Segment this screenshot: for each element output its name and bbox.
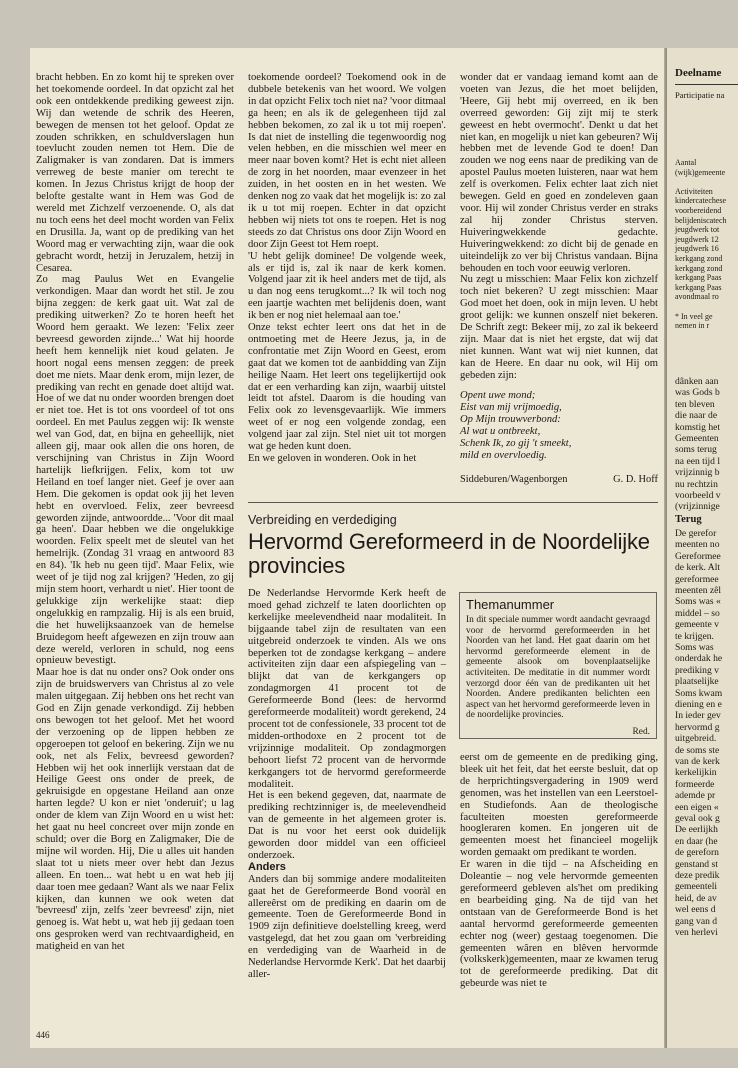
next-page-line: wel eens d (675, 904, 716, 916)
paragraph: Maar hoe is dat nu onder ons? Ook onder ons zijn de bruidswervers van Christus al zo vele malen uitgegaan. Zij hebben ons het recht van God en Zijn genade verkondigd. Zij hebben ons bewogen tot het geloof. Met het woord der verzoening op de lippen hebben ze opgeroepen tot geloof en bekering. Zijn we nu ook, net als Felix, bevreesd geworden? Hebben wij het ook innerlijk verstaan dat de Heilige Geest ons onder de preek, de gekruisigde en opgestane Heiland aan onze harten legde? U kon er niet 'onderuit'; u lag onder de klem van Zijn Woord en u wist het: het gaat nu heel concreet over mijn zonde en schuld; over die Borg en Zaligmaker, Die de mijne wil worden. Hij, Die u alles uit handen slaat tot u niets meer over hebt dan Jezus alleen. En toen... wat hebt u en wat heb jij daar toen mee gedaan? Want als we naar Felix kijken, dan kunnen we ook weten dat 'bevreesd' zijn, zelfs 'zeer bevreesd' zijn, niet genoeg is. Wat hebt u, wat heb jij gedaan toen ons gesproken werd van rechtvaardigheid, en matigheid en van het (36, 667, 234, 953)
next-page-line: prediking v (675, 664, 719, 676)
next-page-line: ademde pr (675, 790, 716, 802)
signature-author: G. D. Hoff (613, 473, 658, 485)
meditation-column-1 (36, 72, 234, 953)
meditation-column-3 (460, 72, 658, 485)
verse-line: Al wat u ontbreekt, (460, 425, 541, 437)
next-page-line: meenten no (675, 539, 720, 551)
next-page-line: (vrijzinnige (675, 501, 720, 513)
next-page-subtitle: Participatie na (675, 90, 725, 100)
paragraph: Anders dan bij sommige andere modaliteiten gaat het de Gereformeerde Bond vooràl en allereêrst om de prediking en daarin om de gemeente. Toen de Gereformeerde Bond in 1909 zijn definitieve doelstelling kreeg, werd vastgelegd, dat het zou gaan om 'verbreiding en verdediging van de Waarheid in de Nederlandse Hervormde Kerk'. Dat het daarbij aller- (248, 873, 446, 980)
next-page-line: gereformee (675, 573, 719, 585)
next-page-line: kerkelijkin (675, 767, 717, 779)
next-page-line: In ieder gev (675, 710, 721, 722)
next-page-line: kerkgang zond (675, 254, 723, 263)
next-page-line: kerkgang Paas (675, 273, 722, 283)
article-kicker: Verbreiding en verdediging (248, 513, 397, 527)
next-page-line: ten bleven (675, 398, 715, 410)
article-headline: Hervormd Gereformeerd in de Noordelijke provincies (248, 529, 650, 578)
paragraph: bracht hebben. En zo komt hij te spreken over het toekomende oordeel. In dat opzicht zal het ook een ontdekkende prediking geweest zijn. Wij dan wetende de schrik des Heeren, bewegen de mensen tot het geloof. Opdat ze zouden schrikken, en schuldverslagen hun toevlucht zouden nemen tot Hem. Die de Zaligmaker is van zondaren. Dat is immers verreweg de beste manier om terecht te komen. In Jezus Christus krijgt de hoop der belofte gestalte want in Hem was God de wereld met Zichzelf verzoenende. O, als dat nu toch eens het deel mocht worden van Felix en Drusilla. Ja, want op de prediking van het Woord mag er verwachting zijn, waar die ook gebracht wordt, hetzij in Jeruzalem, hetzij in Cesarea. (36, 72, 234, 274)
next-page-line: Gereformee (675, 550, 721, 562)
verse-line: Op Mijn trouwverbond: (460, 413, 561, 425)
next-page-line: diening en e (675, 699, 722, 710)
next-page-line: kindercatechese (675, 196, 727, 206)
verse-line: Schenk Ik, zo gij 't smeekt, (460, 437, 572, 449)
next-page-line: te krijgen. (675, 630, 714, 642)
next-page-line: geval ook g (675, 813, 720, 824)
paragraph: Zo mag Paulus Wet en Evangelie verkondigen. Maar dan wordt het stil. Je zou bijna zeggen: de kerk gaat uit. Wat zal de prediking uitwerken? Zo te horen heeft het Woord hem geraakt. We lezen: 'Felix zeer bevreesd geworden zijnde...' Wat hij hoorde heeft hem kennelijk niet koud gelaten. Je hoort nogal eens mensen zeggen: de preek doet me niets. Maar denk erom, mijn lezer, de prediking van recht en genade doet altijd wat. Hoe of we dat nu onder woorden brengen doet er niet toe. Het is tot ons voordeel of tot ons oordeel. En met Paulus zeggen wij: Ik wenste wel van God, dat, en bijna en geheellijk, niet alleen gij, maar ook allen die ons horen, de verschijning van Christus in Zijn Woord hartelijk liefkrijgen. Felix, kom tot uw Heiland en toef langer niet. Geef je over aan Hem. Die gekomen is opdat ook jij het leven hebt en overvloed. Felix, zeer bevreesd geworden zijnde, antwoordde... 'Voor dit maal ga heen'. Daar hebben we die ongelukkige woorden. Felix speelt met de sleutel van het hemelrijk. (Zondag 31 vraag en antwoord 83 en 84). 'Ik heb nu geen tijd'. Maar Felix, wie weet of je tijd nog zal krijgen? 'Heden, zo gij mijn stem hoort, verhardt u niet'. Hier toont de gelukkige zijn werkelijke staat: diep ongelukkig en rampzalig. Hij is als een bruid, die het huwelijksaanzoek van de hemelse Bruidegom heeft afgewezen en zijn trouw aan deze wereld, verloren in schuld, nog eens opnieuw bevestigt. (36, 274, 234, 667)
next-page-line: voorbereidend (675, 206, 722, 215)
psalm-verse (460, 390, 658, 462)
meditation-column-2 (248, 72, 446, 465)
next-page-line: voorbeeld v (675, 490, 721, 501)
next-page-line: deze predik (675, 870, 720, 881)
next-page-line: Aantal (675, 158, 697, 167)
next-page-line: Gemeenten (675, 433, 719, 444)
next-page-line: formeerde (675, 778, 715, 790)
next-page-line: gemeenteli (675, 881, 718, 893)
next-page-line: De gerefor (675, 528, 717, 539)
signature-place: Siddeburen/Wagenborgen (460, 473, 568, 485)
article-column-1 (248, 588, 446, 981)
next-page-line: De eerlijkh (675, 824, 718, 836)
next-page-line: ven herlevi (675, 927, 718, 938)
paragraph: Het is een bekend gegeven, dat, naarmate de prediking rechtzinniger is, de meelevendheid van de gemeente in het algemeen groter is. Dat is nu voor het eerst ook duidelijk geworden door middel van een officieel onderzoek. (248, 790, 446, 861)
next-page-line: jeugdwerk tot (675, 225, 720, 235)
next-page-line: onderdak he (675, 653, 723, 665)
paragraph: toekomende oordeel? Toekomend ook in de dubbele betekenis van het woord. We volgen in dat opzicht Felix toch niet na? 'voor ditmaal ga heen; en als ik de gelegenheen tijd zal hebben bekomen, zo zal ik u tot mij roepen'. Is dat niet de instelling die tegenwoordig nog velen hebben, en die misschien wel meer en meer naar boven komt? Het is echt niet alleen de zorg in het noorden, maar evenzeer in het zuiden, in het oosten en in het westen. We denken nog zo vaak dat het mogelijk is: zo zal ik u tot mij roepen. Echter in dat opzicht hebben wij niets tot ons te roepen. Het is nog steeds zo dat Christus ons door Zijn Woord en door Zijn Geest tot Hem roept. (248, 72, 446, 250)
verse-line: Opent uwe mond; (460, 389, 536, 401)
next-page-line: kerkgang Paas (675, 282, 722, 292)
next-page-line: de gereforn (675, 847, 719, 859)
next-page-line: Soms was « (675, 596, 721, 608)
next-page-line: gang van d (675, 915, 718, 927)
box-signature: Red. (632, 726, 650, 737)
article-column-2 (460, 752, 658, 990)
box-text: In dit speciale nummer wordt aandacht gevraagd voor de hervormd gereformeerden in het Noorden van het land. Het gaat daarin om het hervormd gereformeerde element in de gemeente alsook om bovenplaatselijke activiteiten. De meditatie in dit nummer wordt verzorgd door één van de predikanten uit het Noorden. Andere predikanten belichten een aspect van het hervormd gereformeerde leven in de noordelijke provincies. (466, 615, 650, 721)
next-page-line: die naar de (675, 410, 718, 422)
next-page-line: hervormd g (675, 721, 720, 733)
next-page-line: was Gods b (675, 387, 720, 399)
paragraph: Onze tekst echter leert ons dat het in de ontmoeting met de Heere Jezus, ja, in de confrontatie met Zijn Woord en Geest, erom gaat dat we komen tot de aanbidding van Zijn heilige Naam. Het leert ons tegelijkertijd ook dat er een verharding kan zijn, waarbij uitstel leidt tot afstel. Daarom is die houding van Felix ook zo levensgevaarlijk. Wie immers weet of er nog een volgende zondag, een volgend jaar zal zijn. Stel niet uit tot morgen wat ge heden kunt doen. (248, 322, 446, 453)
paragraph: En we geloven in wonderen. Ook in het (248, 453, 417, 464)
next-page-line: nemen in r (675, 321, 710, 331)
next-page-line: heid, de av (675, 892, 717, 904)
page-number: 446 (36, 1030, 50, 1040)
next-page-line: * In veel ge (675, 311, 713, 321)
verse-line: mild en overvloedig. (460, 449, 547, 461)
paragraph: De Nederlandse Hervormde Kerk heeft de moed gehad zichzelf te laten doorlichten op kerkelijke meelevendheid naar modaliteit. In bijgaande tabel zijn de resultaten van een uitgebreid onderzoek te vinden. Als we ons beperken tot de zondagse kerkgang – andere activiteiten zijn daar een afspiegeling van – blijkt dat van de kerkgangers op zondagmorgen 41 procent tot de Gereformeerde Bond (lees: de hervormd gereformeerde modaliteit) wordt gerekend, 24 procent tot de confessionele, 33 procent tot de midden-orthodoxe en 2 procent tot de vrijzinnige modaliteit. Op zondagmorgen behoort liefst 72 procent van de hervormde kerkgangers tot de hervormd gereformeerde modaliteit. (248, 588, 446, 790)
next-page-line: Activiteiten (675, 186, 713, 196)
next-page-line: dânken aan (675, 376, 719, 387)
next-page-line: (wijk)gemeente (675, 167, 726, 177)
box-title: Themanummer (466, 597, 555, 612)
section-divider (248, 502, 658, 503)
theme-issue-box (459, 592, 657, 739)
next-page-line: middel – so (675, 607, 720, 619)
next-page-line: meenten zêl (675, 585, 722, 596)
next-page-line: na een tijd l (675, 455, 721, 467)
next-page-line: jeugdwerk 12 (675, 234, 719, 244)
next-page-subhead: Terug (675, 514, 702, 525)
next-page-line: een eigen « (675, 801, 719, 813)
next-page-line: de soms ste (675, 744, 720, 756)
next-page-line: Soms kwam (675, 687, 723, 699)
next-page-line: jeugdwerk 16 (675, 244, 719, 254)
header-rule (675, 84, 738, 85)
next-page-line: uitgebreid. (675, 733, 717, 745)
next-page-line: vrijzinnig b (675, 467, 720, 479)
next-page-line: nu rechtzin (675, 478, 718, 490)
next-page-line: avondmaal ro (675, 292, 719, 302)
next-page-line: plaatselijke (675, 676, 719, 688)
next-page-line: van de kerk (675, 756, 720, 767)
paragraph: Er waren in die tijd – na Afscheiding en Doleantie – nog vele hervormde gemeenten gereformeerd gebleven als'het om prediking en bearbeiding ging. Na de tijd van het ontstaan van de Gereformeerde Bond is het aantal hervormd gereformeerde gemeenten echter nog (weer) gestaag toegenomen. Die gemeenten wâren en blêven hervormde (volkskerk)gemeenten, maar ze kwamen terug tot de gereformeerde prediking. Dat dit gebeurde was niet te (460, 859, 658, 990)
article-subhead: Anders (248, 860, 286, 873)
paragraph: wonder dat er vandaag iemand komt aan de voeten van Jezus, die het moet belijden, 'Heere, Gij hebt mij overreed, en ik ben overreed geworden: Gij zijt mij te sterk geweest en hebt overmocht'. Denkt u dat het niet kan, en mogelijk u niet kan gebeuren? Wij hebben met de levende God te doen! Dan zouden we nog eens naar de prediking van de apostel Paulus moeten luisteren, naar wat hem zelf is overkomen. Felix echter laat zich niet bewegen. Geld en goed en zondeleven gaan voor. Hij wil zonder Christus verder en straks zal hij zonder Christus sterven. Huiveringwekkende gedachte. Huiveringwekkend: zo dicht bij de genade en uiteindelijk zo ver bij Christus vandaan. Bijna behouden en toch voor eeuwig verloren. (460, 72, 658, 274)
next-page-line: de kerk. Alt (675, 562, 721, 574)
paragraph: Nu zegt u misschien: Maar Felix kon zichzelf toch niet bekeren? U zegt misschien: Maar God moet het doen, ook in mijn leven. U hebt groot gelijk: we kunnen onszelf niet bekeren. De Schrift zegt: Bekeer mij, zo zal ik bekeerd zijn. Maar dat is niet het ergste, dat wij dat niet kunnen. Want wat wij niet kunnen, dat kan de Heere. En daar nu ook, wil Hij om gebeden zijn: (460, 274, 658, 381)
next-page-line: belijdeniscatech (675, 215, 727, 225)
next-page-line: en daar (he (675, 835, 718, 847)
next-page-line: soms terug (675, 444, 717, 456)
next-page-line: komstig het (675, 421, 721, 433)
next-page-line: Soms was (675, 642, 714, 653)
next-page-line: gemeente v (675, 619, 719, 631)
next-page-edge (667, 48, 738, 1048)
paragraph: 'U hebt gelijk dominee! De volgende week, als er tijd is, zal ik naar de kerk komen. Volgend jaar zit ik heel anders met de tijd, als u dan nog eens terugkomt...? Ik wil toch nog een jaartje wachten met belijdenis doen, want ik ben er nog niet helemaal aan toe.' (248, 250, 446, 322)
next-page-header: Deelname (675, 67, 722, 79)
next-page-line: genstand st (675, 858, 718, 870)
next-page-line: kerkgang zond (675, 263, 723, 273)
verse-line: Eist van mij vrijmoedig, (460, 401, 562, 413)
signature (460, 474, 658, 486)
paragraph: eerst om de gemeente en de prediking ging, bleek uit het feit, dat het eerste besluit, dat op de herprichtingsvergadering in 1909 werd genomen, was het instellen van een Leerstoel- en Studiefonds. Aan de theologische faculteiten moesten gereformeerde hoogleraren komen. En jongeren uit de gemeenten moest het financieel mogelijk worden gemaakt om predikant te worden. (460, 752, 658, 859)
